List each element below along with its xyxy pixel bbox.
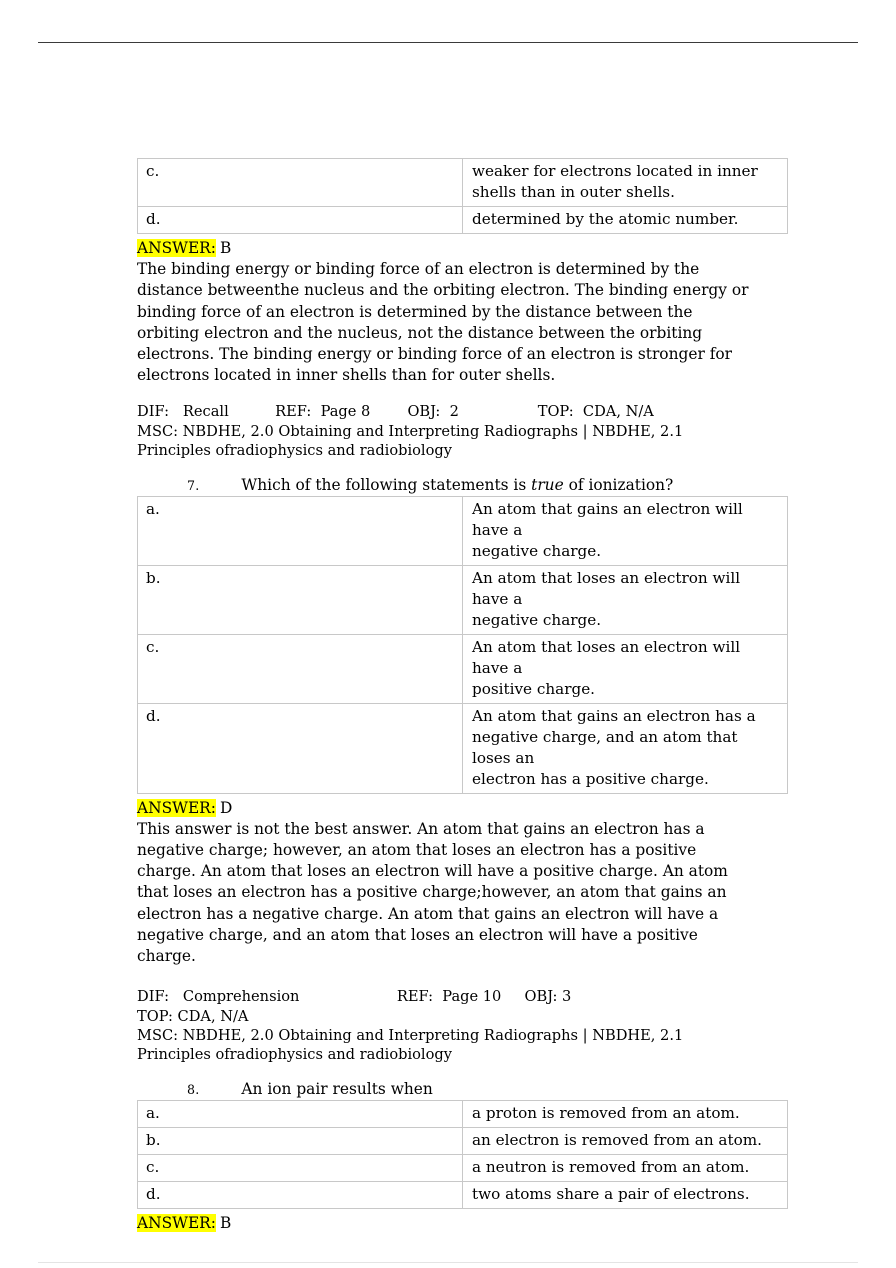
option-text-line: have a (472, 658, 523, 677)
option-text: two atoms share a pair of electrons. (463, 1181, 788, 1208)
question-8-heading (137, 1079, 759, 1100)
option-text-line: weaker for electrons located in inner (472, 162, 758, 180)
question-number: 7. (187, 477, 200, 493)
option-text (463, 565, 788, 634)
option-label: b. (138, 1127, 463, 1154)
option-text (463, 703, 788, 793)
page-header-rule (38, 42, 858, 43)
answer-label: ANSWER: (137, 1213, 216, 1232)
option-label: d. (138, 703, 463, 793)
table-row (138, 207, 788, 234)
table-row (138, 1181, 788, 1208)
answer-label: ANSWER: (137, 239, 216, 257)
question-6-answer-line (137, 238, 759, 259)
table-row (138, 1154, 788, 1181)
table-row (138, 1127, 788, 1154)
answer-value: D (219, 798, 233, 817)
answer-label: ANSWER: (137, 798, 216, 817)
page-content (137, 158, 762, 1234)
option-text-line: An atom that loses an electron will (472, 568, 741, 587)
question-number: 8. (187, 1081, 200, 1097)
question-7-meta-line-2: TOP: CDA, N/A (137, 1007, 249, 1025)
option-label: c. (138, 1154, 463, 1181)
question-7-heading (137, 475, 759, 496)
option-text-line: negative charge, and an atom that (472, 727, 738, 746)
option-text: an electron is removed from an atom. (463, 1127, 788, 1154)
question-stem-part: Which of the following statements is (241, 475, 532, 494)
table-row (138, 703, 788, 793)
question-stem-part: An ion pair results when (241, 1079, 433, 1098)
question-stem-part: of ionization? (563, 475, 674, 494)
option-text-line: have a (472, 520, 523, 539)
table-row (138, 634, 788, 703)
question-7-answer-line (137, 798, 759, 819)
option-text (463, 634, 788, 703)
question-7-rationale: This answer is not the best answer. An atom that gains an electron has a negative charge; however, an atom that loses an electron has a positive charge. An atom that loses an electron will have a positive charge. An atom that loses an electron has a positive charge;however, an atom that gains an electron has a negative charge. An atom that gains an electron will have a negative charge, and an atom that loses an electron will have a positive charge. (137, 819, 728, 966)
option-text-line: An atom that gains an electron has a (472, 706, 756, 725)
option-label: d. (138, 1181, 463, 1208)
question-7-options-table (137, 496, 788, 794)
question-8-answer-line (137, 1213, 759, 1234)
option-text-line: have a (472, 589, 523, 608)
table-row (138, 1100, 788, 1127)
question-8-options-table (137, 1100, 788, 1209)
answer-value: B (219, 1213, 232, 1232)
option-text-line: loses an (472, 748, 535, 767)
option-text-line: An atom that loses an electron will (472, 637, 741, 656)
option-label: a. (138, 496, 463, 565)
option-text (463, 496, 788, 565)
question-7-meta-line-1: DIF: Comprehension REF: Page 10 OBJ: 3 (137, 988, 572, 1006)
option-label: b. (138, 565, 463, 634)
table-row (138, 496, 788, 565)
page-footer-rule (38, 1262, 858, 1263)
option-label: c. (138, 159, 463, 207)
option-text-line: positive charge. (472, 679, 596, 698)
table-row (138, 565, 788, 634)
option-text-line: determined by the atomic number. (472, 210, 739, 228)
option-text-line: shells than in outer shells. (472, 183, 675, 201)
option-text (463, 159, 788, 207)
question-6-meta-line-2: MSC: NBDHE, 2.0 Obtaining and Interpreting Radiographs | NBDHE, 2.1 Principles ofradiophysics and radiobiology (137, 422, 684, 460)
option-label: c. (138, 634, 463, 703)
question-6-rationale: The binding energy or binding force of an electron is determined by the distance betweenthe nucleus and the orbiting electron. The binding energy or binding force of an electron is determined by the distance between the orbiting electron and the nucleus, not the distance between the orbiting electrons. The binding energy or binding force of an electron is stronger for electrons located in inner shells than for outer shells. (137, 260, 749, 385)
option-text (463, 207, 788, 234)
question-6-meta-line-1: DIF: Recall REF: Page 8 OBJ: 2 TOP: CDA, N/A (137, 403, 654, 421)
question-6-options-table (137, 158, 788, 234)
option-label: a. (138, 1100, 463, 1127)
question-7-meta-line-3: MSC: NBDHE, 2.0 Obtaining and Interpreting Radiographs | NBDHE, 2.1 Principles ofradiophysics and radiobiology (137, 1027, 684, 1064)
answer-value: B (219, 239, 232, 257)
question-stem-emphasis: true (531, 475, 564, 494)
option-label: d. (138, 207, 463, 234)
option-text-line: An atom that gains an electron will (472, 499, 743, 518)
table-row (138, 159, 788, 207)
option-text-line: negative charge. (472, 610, 602, 629)
option-text: a proton is removed from an atom. (463, 1100, 788, 1127)
option-text-line: electron has a positive charge. (472, 769, 709, 788)
option-text: a neutron is removed from an atom. (463, 1154, 788, 1181)
option-text-line: negative charge. (472, 541, 602, 560)
